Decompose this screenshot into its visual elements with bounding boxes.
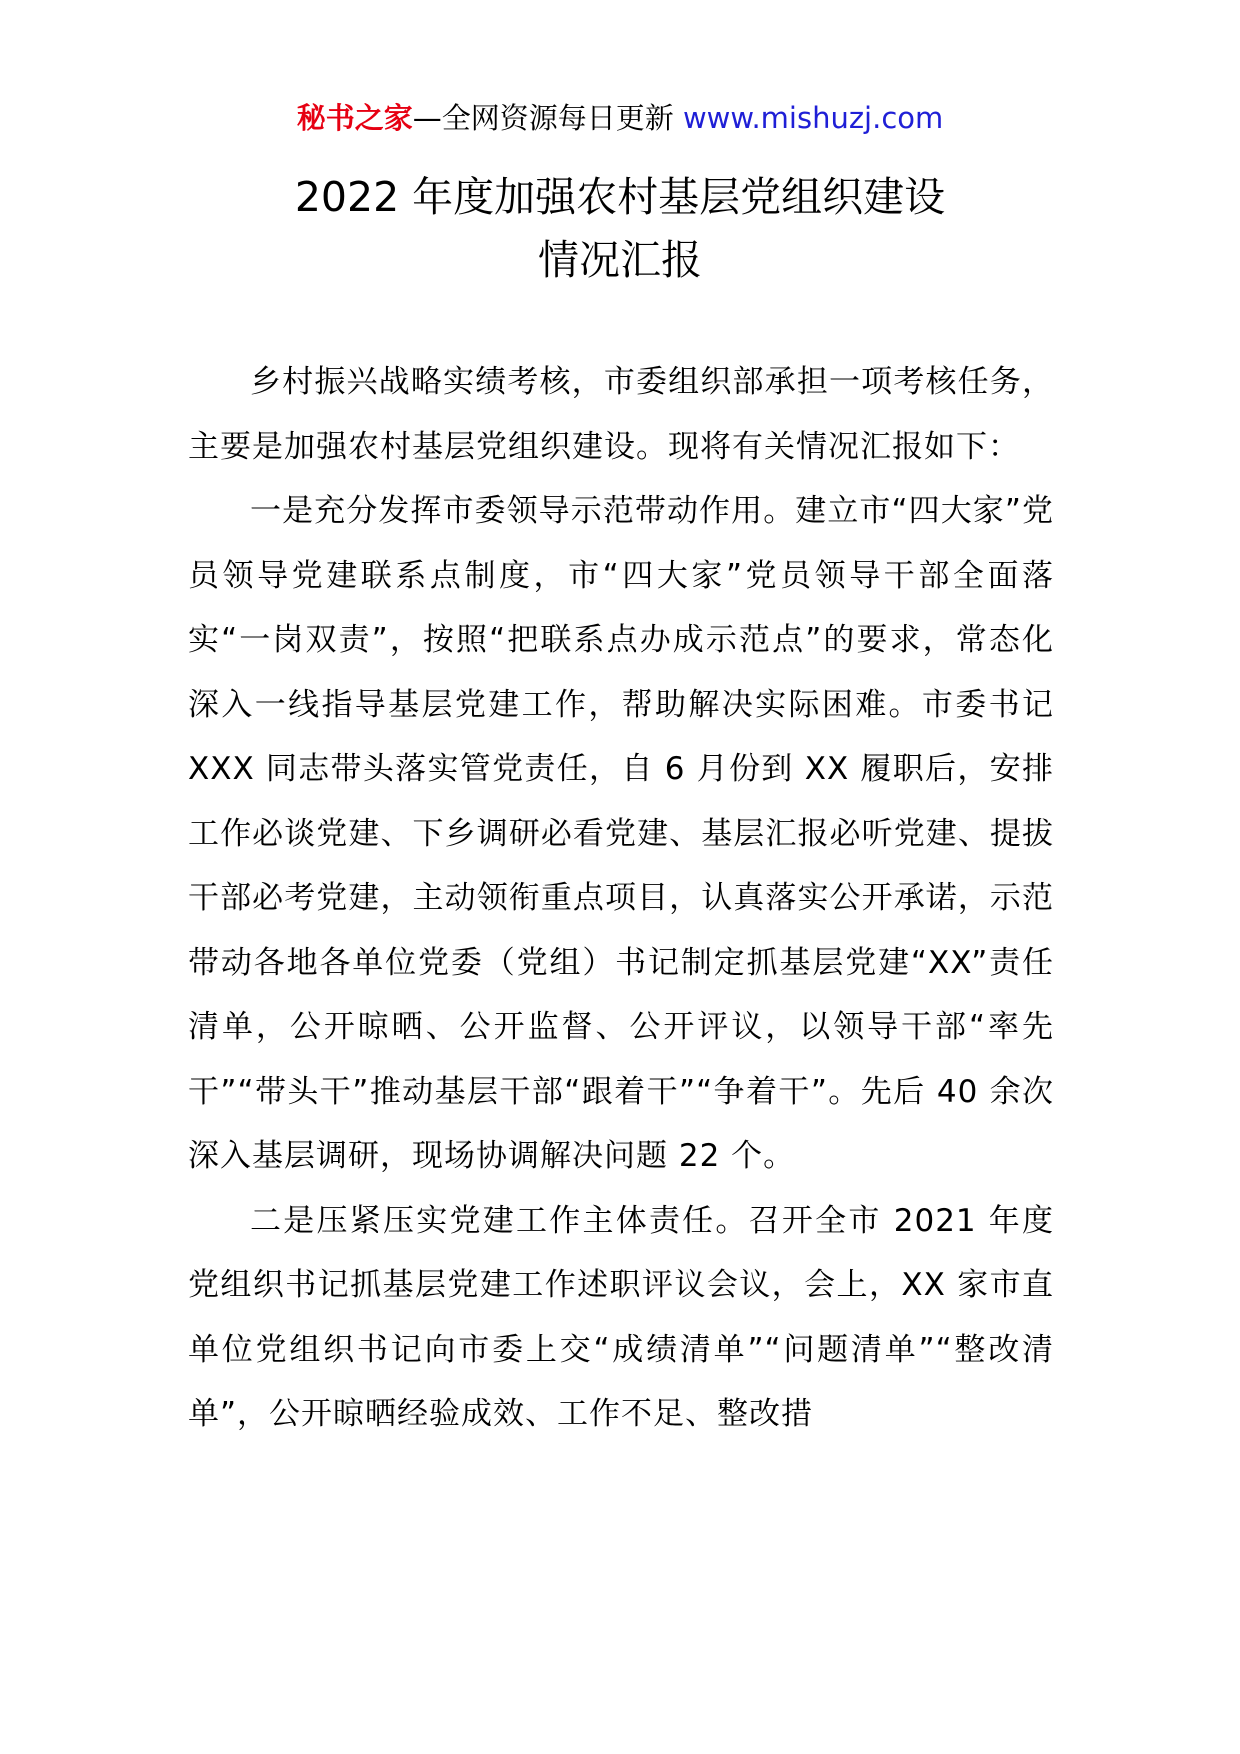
document-body bbox=[188, 350, 1054, 1447]
paragraph-point-1: 一是充分发挥市委领导示范带动作用。建立市“四大家”党员领导党建联系点制度，市“四大家”党员领导干部全面落实“一岗双责”，按照“把联系点办成示范点”的要求，常态化深入一线指导基层党建工作，帮助解决实际困难。市委书记 XXX 同志带头落实管党责任，自 6 月份到 XX 履职后，安排工作必谈党建、下乡调研必看党建、基层汇报必听党建、提拔干部必考党建，主动领衔重点项目，认真落实公开承诺，示范带动各地各单位党委（党组）书记制定抓基层党建“XX”责任清单，公开晾晒、公开监督、公开评议，以领导干部“率先干”“带头干”推动基层干部“跟着干”“争着干”。先后 40 余次深入基层调研，现场协调解决问题 22 个。 bbox=[188, 493, 1054, 1174]
title-line-1: 2022 年度加强农村基层党组织建设 bbox=[294, 173, 946, 221]
header-tagline: —全网资源每日更新 bbox=[412, 101, 683, 135]
site-header bbox=[0, 98, 1240, 138]
document-title bbox=[0, 166, 1240, 292]
paragraph-intro: 乡村振兴战略实绩考核，市委组织部承担一项考核任务，主要是加强农村基层党组织建设。现将有关情况汇报如下： bbox=[188, 364, 1054, 465]
site-url-link[interactable]: www.mishuzj.com bbox=[682, 101, 944, 135]
title-line-2: 情况汇报 bbox=[538, 236, 702, 284]
brand-name: 秘书之家 bbox=[296, 101, 413, 135]
paragraph-point-2: 二是压紧压实党建工作主体责任。召开全市 2021 年度党组织书记抓基层党建工作述职评议会议，会上，XX 家市直单位党组织书记向市委上交“成绩清单”“问题清单”“整改清单”，公开晾晒经验成效、工作不足、整改措 bbox=[188, 1202, 1054, 1432]
